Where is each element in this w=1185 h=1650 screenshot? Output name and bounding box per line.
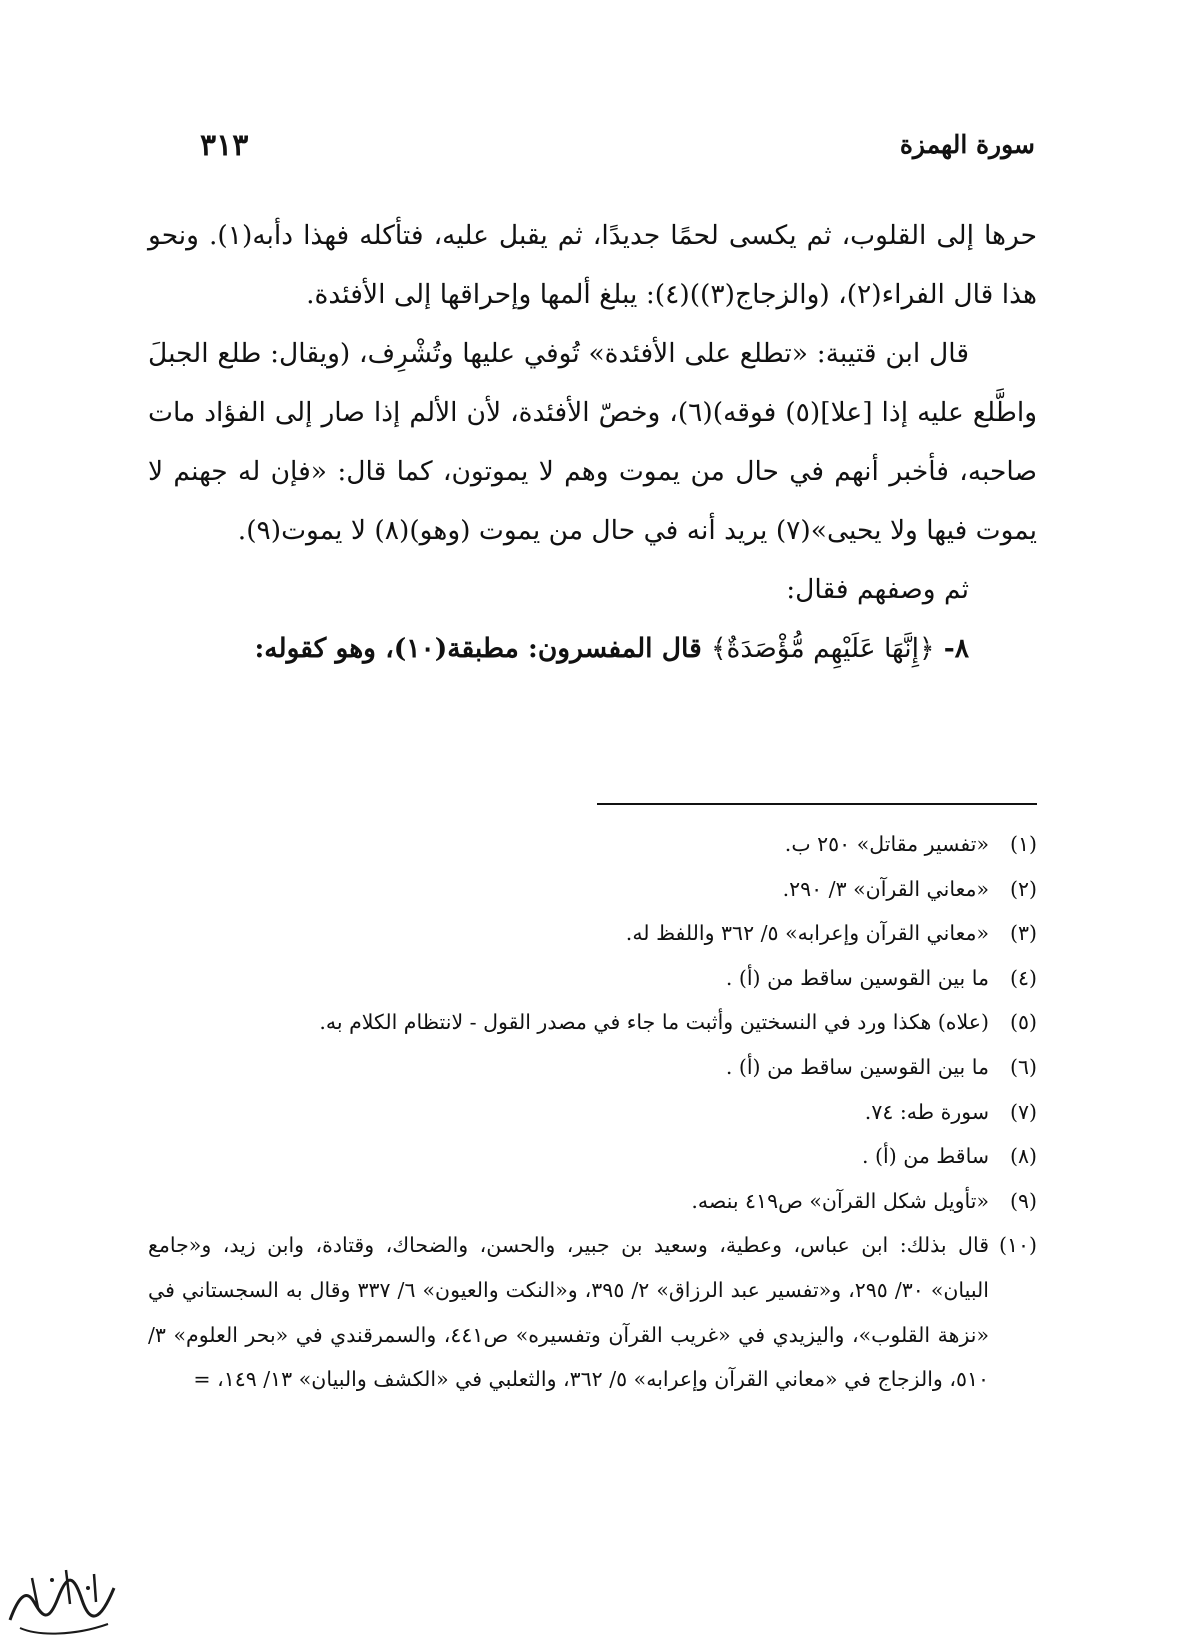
footnote-number: (٢) <box>1009 876 1037 901</box>
footnote <box>148 1179 1037 1224</box>
footnote-number: (٧) <box>1009 1099 1037 1124</box>
footnote-number: (٤) <box>1009 965 1037 990</box>
footnote-number: (٥) <box>1009 1010 1037 1035</box>
footnote-text: «تفسير مقاتل» ٢٥٠ ب. <box>784 832 989 856</box>
footnotes-list <box>148 822 1037 1402</box>
verse-line <box>148 619 1037 678</box>
footnote-text: ما بين القوسين ساقط من (أ) . <box>725 965 989 990</box>
paragraph-3: ثم وصفهم فقال: <box>786 574 969 605</box>
footnote-number: (١٠) <box>998 1233 1037 1258</box>
footnote-text: ساقط من (أ) . <box>861 1144 989 1169</box>
surah-title: سورة الهمزة <box>899 130 1035 159</box>
footnote <box>148 1134 1037 1179</box>
footnote-number: (١) <box>1009 832 1037 856</box>
footnote <box>148 867 1037 912</box>
page-number: ٣١٣ <box>200 128 249 163</box>
calligraphy-logo <box>4 1558 122 1640</box>
verse-commentary: قال المفسرون: مطبقة(١٠)، وهو كقوله: <box>254 633 702 664</box>
paragraph-2: قال ابن قتيبة: «تطلع على الأفئدة» تُوفي عليها وتُشْرِف، (ويقال: طلع الجبلَ واطَّلع عليه إذا [علا](٥) فوقه)(٦)، وخصّ الأفئدة، لأن الألم إذا صار إلى الفؤاد مات صاحبه، فأخبر أنهم في حال من يموت وهم لا يموتون، كما قال: «فإن له جهنم لا يموت فيها ولا يحيى»(٧) يريد أنه في حال من يموت (وهو)(٨) لا يموت(٩). <box>148 338 1037 546</box>
footnote <box>148 911 1037 956</box>
footnote <box>148 956 1037 1001</box>
footnote-number: (٣) <box>1009 921 1037 946</box>
footnote-separator <box>597 803 1037 805</box>
footnote <box>148 1090 1037 1135</box>
footnote-number: (٦) <box>1009 1054 1037 1079</box>
footnote-text: ما بين القوسين ساقط من (أ) . <box>725 1054 989 1079</box>
quran-verse: ﴿إِنَّهَا عَلَيْهِم مُّؤْصَدَةٌ﴾ <box>710 633 935 664</box>
footnote-text: «معاني القرآن وإعرابه» ٥/ ٣٦٢ واللفظ له. <box>625 921 989 946</box>
footnote <box>148 822 1037 867</box>
page-header <box>200 130 1035 174</box>
footnote-text: سورة طه: ٧٤. <box>864 1099 989 1124</box>
footnote-text: «تأويل شكل القرآن» ص٤١٩ بنصه. <box>691 1188 989 1213</box>
footnote-text: «معاني القرآن» ٣/ ٢٩٠. <box>782 876 989 901</box>
main-text <box>148 206 1037 678</box>
footnote-number: (٨) <box>1009 1144 1037 1169</box>
footnote <box>148 1223 1037 1401</box>
footnote <box>148 1000 1037 1045</box>
footnote-number: (٩) <box>1009 1188 1037 1213</box>
paragraph-1: حرها إلى القلوب، ثم يكسى لحمًا جديدًا، ثم يقبل عليه، فتأكله فهذا دأبه(١). ونحو هذا قال الفراء(٢)، (والزجاج(٣))(٤): يبلغ ألمها وإحراقها إلى الأفئدة. <box>148 220 1038 310</box>
verse-number: ٨- <box>943 633 969 664</box>
footnote-text: قال بذلك: ابن عباس، وعطية، وسعيد بن جبير، والحسن، والضحاك، وقتادة، وابن زيد، و«جامع البيان» ٣٠/ ٢٩٥، و«تفسير عبد الرزاق» ٢/ ٣٩٥، و«النكت والعيون» ٦/ ٣٣٧ وقال به السجستاني في «نزهة القلوب»، واليزيدي في «غريب القرآن وتفسيره» ص٤٤١، والسمرقندي في «بحر العلوم» ٣/ ٥١٠، والزجاج في «معاني القرآن وإعرابه» ٥/ ٣٦٢، والثعلبي في «الكشف والبيان» ١٣/ ١٤٩، = <box>148 1233 990 1392</box>
footnote <box>148 1045 1037 1090</box>
footnote-text: (علاه) هكذا ورد في النسختين وأثبت ما جاء في مصدر القول - لانتظام الكلام به. <box>319 1010 989 1035</box>
